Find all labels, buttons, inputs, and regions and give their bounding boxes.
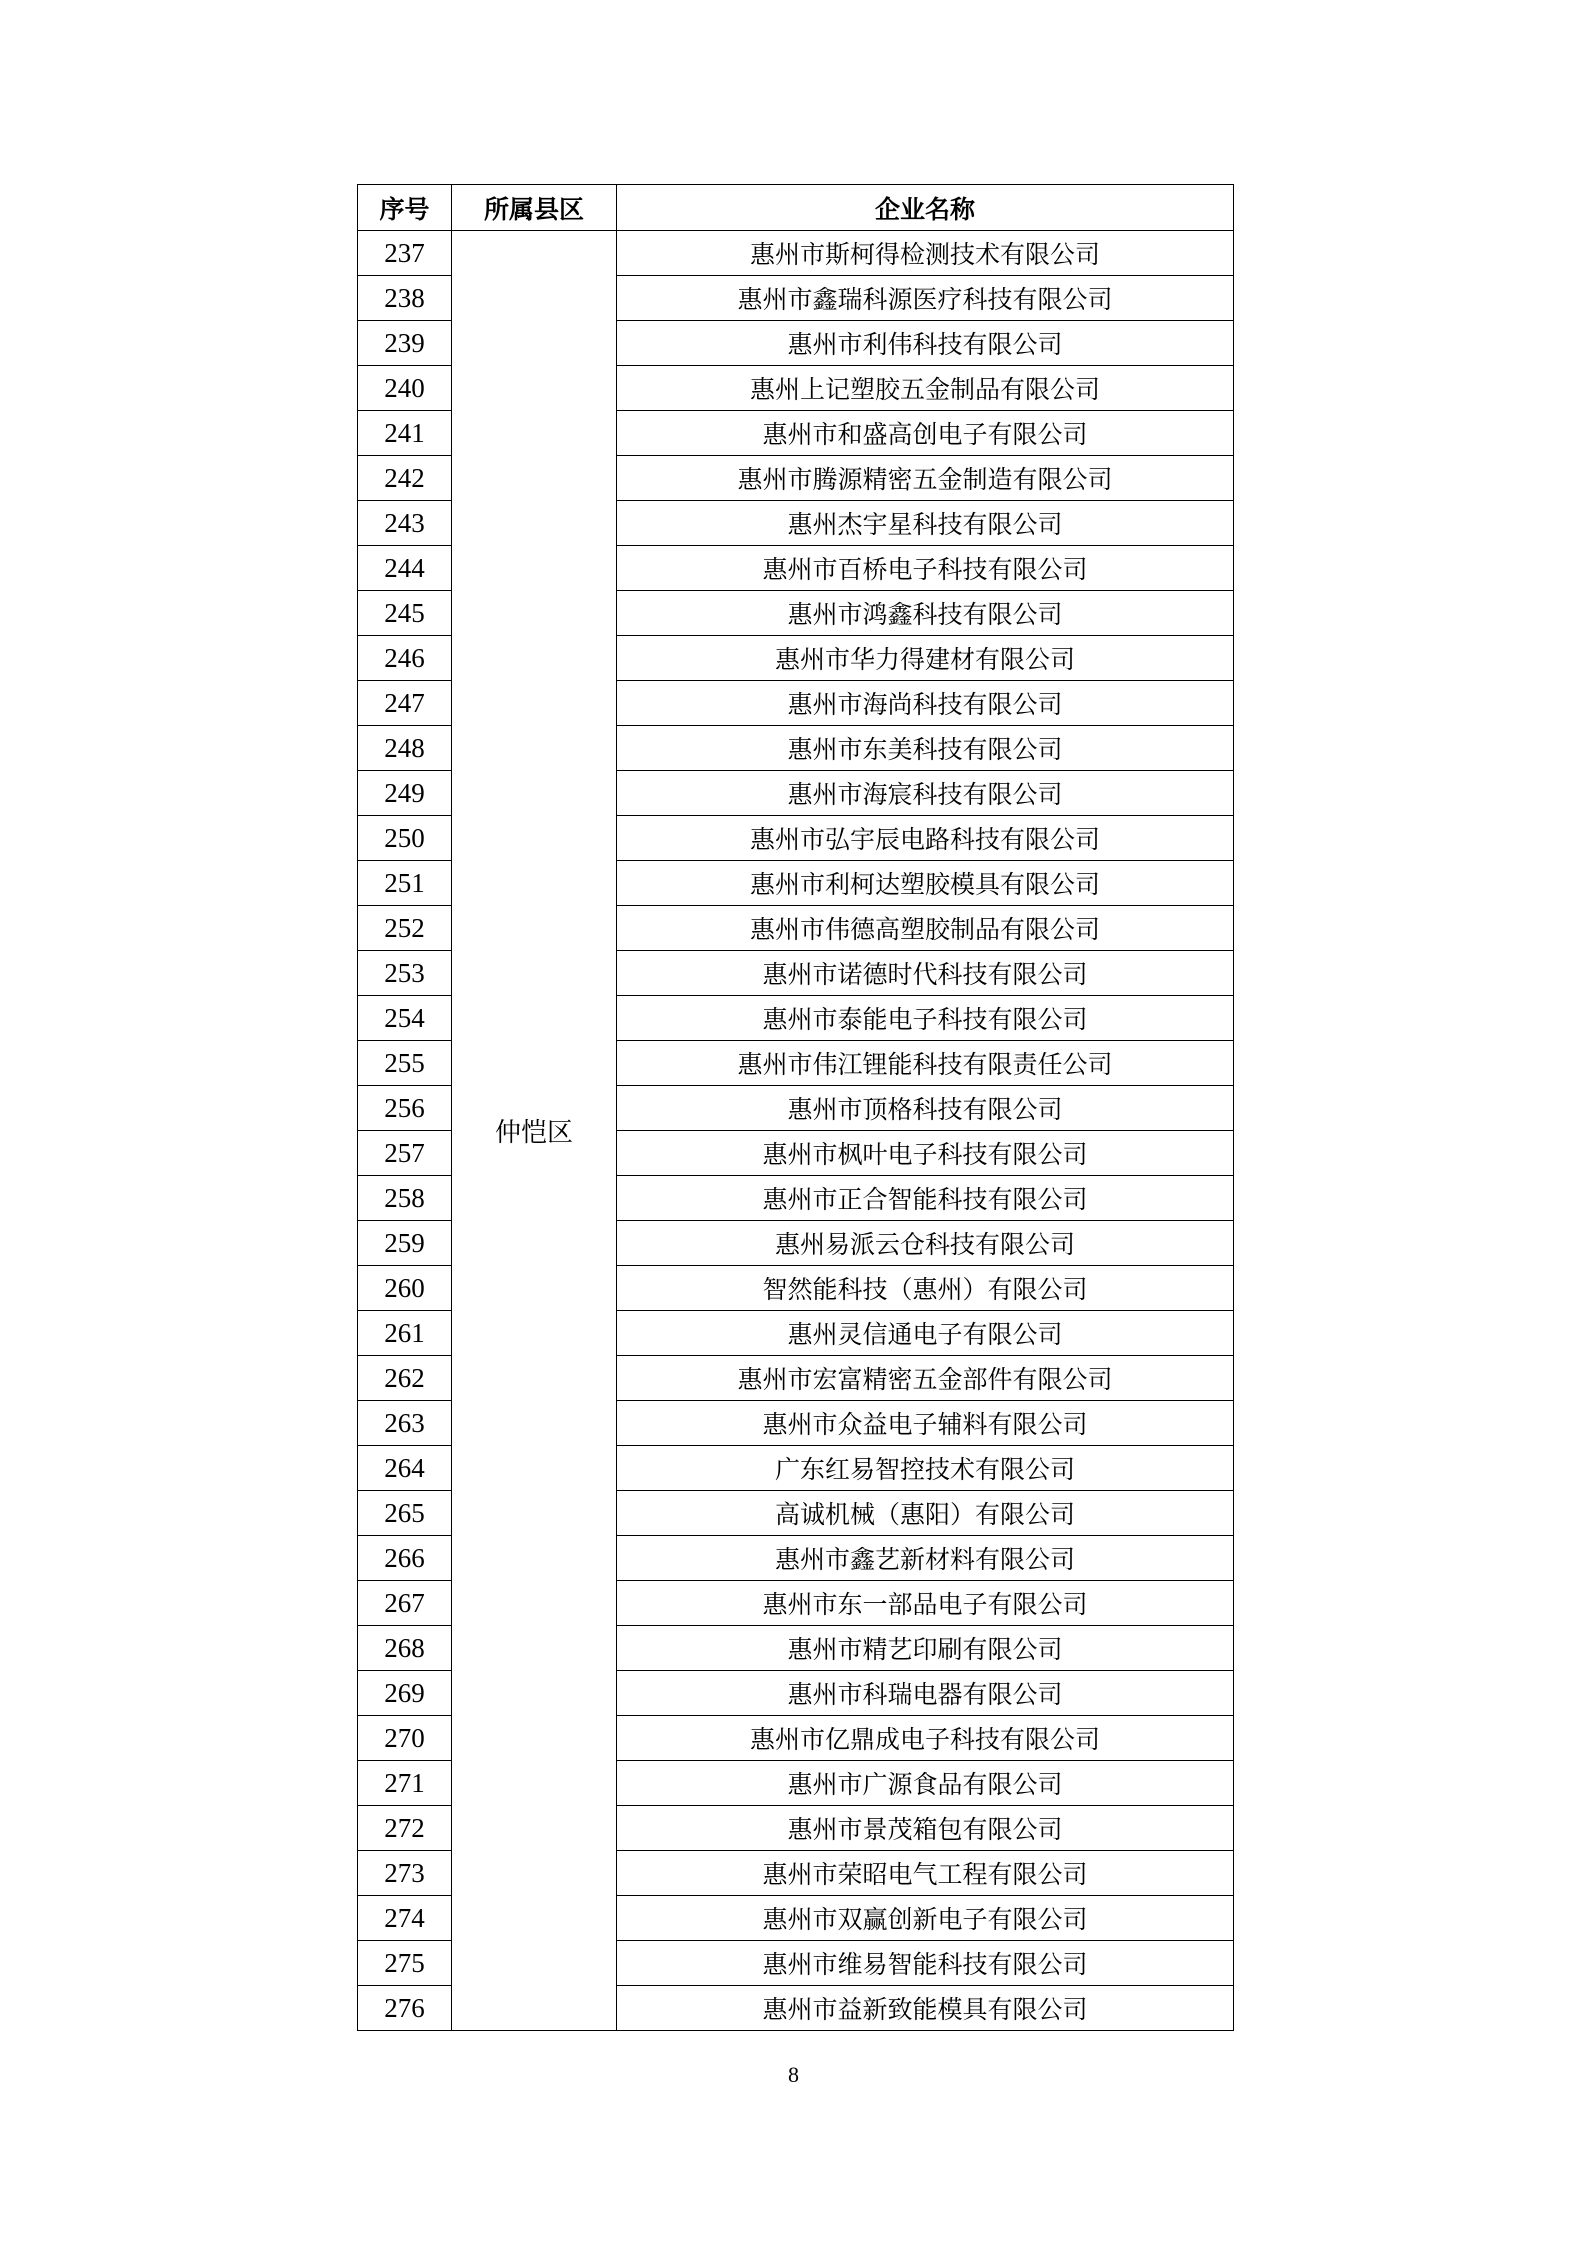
serial-number-cell: 274 [358, 1896, 452, 1941]
company-name-cell: 惠州市斯柯得检测技术有限公司 [617, 231, 1234, 276]
company-name-cell: 智然能科技（惠州）有限公司 [617, 1266, 1234, 1311]
serial-number-cell: 249 [358, 771, 452, 816]
serial-number-cell: 238 [358, 276, 452, 321]
company-name-cell: 惠州市海尚科技有限公司 [617, 681, 1234, 726]
company-name-cell: 惠州市和盛高创电子有限公司 [617, 411, 1234, 456]
company-name-cell: 惠州灵信通电子有限公司 [617, 1311, 1234, 1356]
serial-number-cell: 268 [358, 1626, 452, 1671]
serial-number-cell: 245 [358, 591, 452, 636]
serial-number-cell: 269 [358, 1671, 452, 1716]
serial-number-cell: 276 [358, 1986, 452, 2031]
serial-number-cell: 252 [358, 906, 452, 951]
serial-number-cell: 255 [358, 1041, 452, 1086]
serial-number-cell: 266 [358, 1536, 452, 1581]
company-name-cell: 惠州市益新致能模具有限公司 [617, 1986, 1234, 2031]
serial-number-cell: 260 [358, 1266, 452, 1311]
company-name-cell: 惠州市诺德时代科技有限公司 [617, 951, 1234, 996]
header-district: 所属县区 [452, 185, 617, 231]
company-name-cell: 惠州市精艺印刷有限公司 [617, 1626, 1234, 1671]
company-name-cell: 惠州市鑫瑞科源医疗科技有限公司 [617, 276, 1234, 321]
company-name-cell: 惠州市海宸科技有限公司 [617, 771, 1234, 816]
serial-number-cell: 271 [358, 1761, 452, 1806]
company-name-cell: 惠州市伟江锂能科技有限责任公司 [617, 1041, 1234, 1086]
serial-number-cell: 275 [358, 1941, 452, 1986]
company-name-cell: 惠州市弘宇辰电路科技有限公司 [617, 816, 1234, 861]
serial-number-cell: 248 [358, 726, 452, 771]
serial-number-cell: 237 [358, 231, 452, 276]
serial-number-cell: 259 [358, 1221, 452, 1266]
company-name-cell: 惠州市鸿鑫科技有限公司 [617, 591, 1234, 636]
serial-number-cell: 254 [358, 996, 452, 1041]
company-name-cell: 惠州市广源食品有限公司 [617, 1761, 1234, 1806]
company-name-cell: 惠州市鑫艺新材料有限公司 [617, 1536, 1234, 1581]
serial-number-cell: 262 [358, 1356, 452, 1401]
serial-number-cell: 239 [358, 321, 452, 366]
company-name-cell: 惠州市景茂箱包有限公司 [617, 1806, 1234, 1851]
company-name-cell: 惠州杰宇星科技有限公司 [617, 501, 1234, 546]
serial-number-cell: 241 [358, 411, 452, 456]
company-name-cell: 惠州市东一部品电子有限公司 [617, 1581, 1234, 1626]
serial-number-cell: 270 [358, 1716, 452, 1761]
enterprise-table [357, 184, 1234, 2031]
company-name-cell: 惠州市正合智能科技有限公司 [617, 1176, 1234, 1221]
company-name-cell: 惠州市利柯达塑胶模具有限公司 [617, 861, 1234, 906]
serial-number-cell: 261 [358, 1311, 452, 1356]
table-row [358, 231, 1234, 276]
serial-number-cell: 240 [358, 366, 452, 411]
serial-number-cell: 258 [358, 1176, 452, 1221]
serial-number-cell: 264 [358, 1446, 452, 1491]
serial-number-cell: 267 [358, 1581, 452, 1626]
serial-number-cell: 250 [358, 816, 452, 861]
company-name-cell: 惠州市维易智能科技有限公司 [617, 1941, 1234, 1986]
serial-number-cell: 251 [358, 861, 452, 906]
company-name-cell: 惠州市伟德高塑胶制品有限公司 [617, 906, 1234, 951]
serial-number-cell: 256 [358, 1086, 452, 1131]
serial-number-cell: 242 [358, 456, 452, 501]
company-name-cell: 惠州市众益电子辅料有限公司 [617, 1401, 1234, 1446]
page-number: 8 [788, 2062, 799, 2087]
serial-number-cell: 273 [358, 1851, 452, 1896]
header-company-name: 企业名称 [617, 185, 1234, 231]
company-name-cell: 惠州市亿鼎成电子科技有限公司 [617, 1716, 1234, 1761]
company-name-cell: 惠州市东美科技有限公司 [617, 726, 1234, 771]
company-name-cell: 惠州易派云仓科技有限公司 [617, 1221, 1234, 1266]
serial-number-cell: 257 [358, 1131, 452, 1176]
company-name-cell: 惠州市华力得建材有限公司 [617, 636, 1234, 681]
company-name-cell: 广东红易智控技术有限公司 [617, 1446, 1234, 1491]
serial-number-cell: 265 [358, 1491, 452, 1536]
district-cell: 仲恺区 [452, 231, 617, 2031]
company-name-cell: 惠州市利伟科技有限公司 [617, 321, 1234, 366]
serial-number-cell: 244 [358, 546, 452, 591]
serial-number-cell: 247 [358, 681, 452, 726]
company-name-cell: 惠州市顶格科技有限公司 [617, 1086, 1234, 1131]
company-name-cell: 惠州市百桥电子科技有限公司 [617, 546, 1234, 591]
company-name-cell: 惠州市科瑞电器有限公司 [617, 1671, 1234, 1716]
serial-number-cell: 272 [358, 1806, 452, 1851]
company-name-cell: 惠州市双赢创新电子有限公司 [617, 1896, 1234, 1941]
company-name-cell: 惠州市腾源精密五金制造有限公司 [617, 456, 1234, 501]
company-name-cell: 惠州市荣昭电气工程有限公司 [617, 1851, 1234, 1896]
serial-number-cell: 246 [358, 636, 452, 681]
serial-number-cell: 243 [358, 501, 452, 546]
company-name-cell: 高诚机械（惠阳）有限公司 [617, 1491, 1234, 1536]
serial-number-cell: 253 [358, 951, 452, 996]
company-name-cell: 惠州市宏富精密五金部件有限公司 [617, 1356, 1234, 1401]
company-name-cell: 惠州上记塑胶五金制品有限公司 [617, 366, 1234, 411]
table-body [358, 231, 1234, 2031]
company-name-cell: 惠州市泰能电子科技有限公司 [617, 996, 1234, 1041]
serial-number-cell: 263 [358, 1401, 452, 1446]
table-header-row [358, 185, 1234, 231]
header-serial-number: 序号 [358, 185, 452, 231]
company-name-cell: 惠州市枫叶电子科技有限公司 [617, 1131, 1234, 1176]
